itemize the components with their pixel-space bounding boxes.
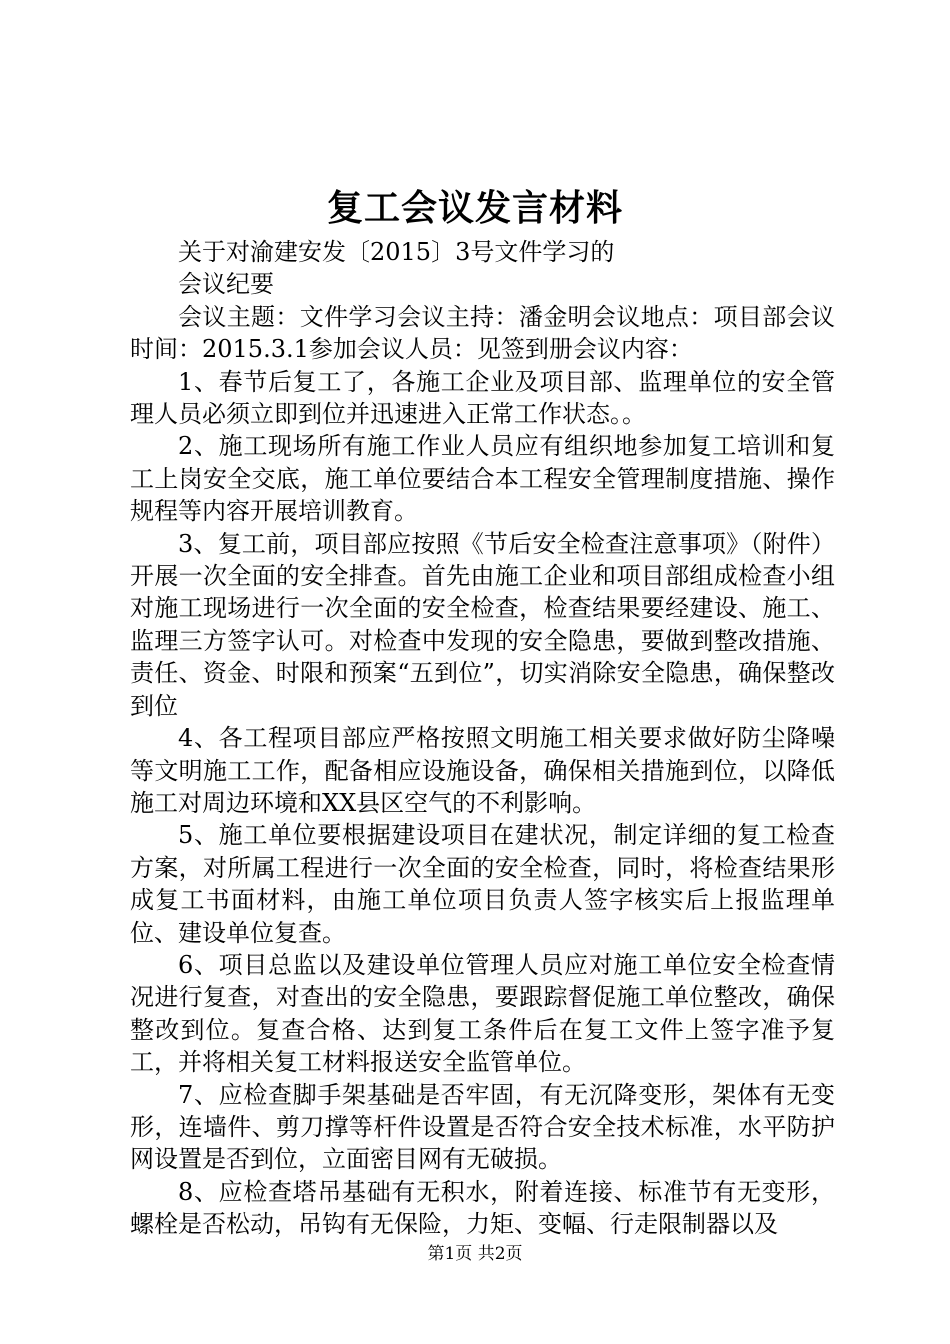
content-paragraph: 6、项目总监以及建设单位管理人员应对施工单位安全检查情况进行复查，对查出的安全隐患，要跟踪督促施工单位整改，确保整改到位。复查合格、达到复工条件后在复工文件上签字准予复工，并将相关复工材料报送安全监管单位。: [130, 950, 835, 1077]
document-body: [130, 236, 835, 1241]
content-paragraph: 4、各工程项目部应严格按照文明施工相关要求做好防尘降噪等文明施工工作，配备相应设施设备，确保相关措施到位，以降低施工对周边环境和XX县区空气的不利影响。: [130, 724, 835, 817]
content-paragraph: 5、施工单位要根据建设项目在建状况，制定详细的复工检查方案，对所属工程进行一次全面的安全检查，同时，将检查结果形成复工书面材料，由施工单位项目负责人签字核实后上报监理单位、建设单位复查。: [130, 821, 835, 947]
content-paragraph: 7、应检查脚手架基础是否牢固，有无沉降变形，架体有无变形，连墙件、剪刀撑等杆件设置是否符合安全技术标准，水平防护网设置是否到位，立面密目网有无破损。: [130, 1080, 835, 1174]
meeting-info-paragraph: 会议主题：文件学习会议主持：潘金明会议地点：项目部会议时间：2015.3.1参加会议人员：见签到册会议内容：: [130, 302, 835, 364]
content-paragraph: 1、春节后复工了，各施工企业及项目部、监理单位的安全管理人员必须立即到位并迅速进入正常工作状态。。: [130, 367, 835, 429]
document-title: 复工会议发言材料: [326, 187, 623, 229]
subtitle-line: 会议纪要: [178, 270, 274, 299]
page-number-footer: 第1页 共2页: [427, 1244, 523, 1264]
content-paragraph: 8、应检查塔吊基础有无积水，附着连接、标准节有无变形，螺栓是否松动，吊钩有无保险，力矩、变幅、行走限制器以及: [130, 1177, 835, 1239]
content-paragraph: 2、施工现场所有施工作业人员应有组织地参加复工培训和复工上岗安全交底，施工单位要结合本工程安全管理制度措施、操作规程等内容开展培训教育。: [130, 432, 835, 526]
content-paragraph: 3、复工前，项目部应按照《节后安全检查注意事项》（附件）开展一次全面的安全排查。首先由施工企业和项目部组成检查小组对施工现场进行一次全面的安全检查，检查结果要经建设、施工、监理三方签字认可。对检查中发现的安全隐患，要做到整改措施、责任、资金、时限和预案“五到位”，切实消除安全隐患，确保整改到位: [130, 529, 835, 720]
subtitle-line: 关于对渝建安发〔2015〕3号文件学习的: [178, 238, 615, 266]
